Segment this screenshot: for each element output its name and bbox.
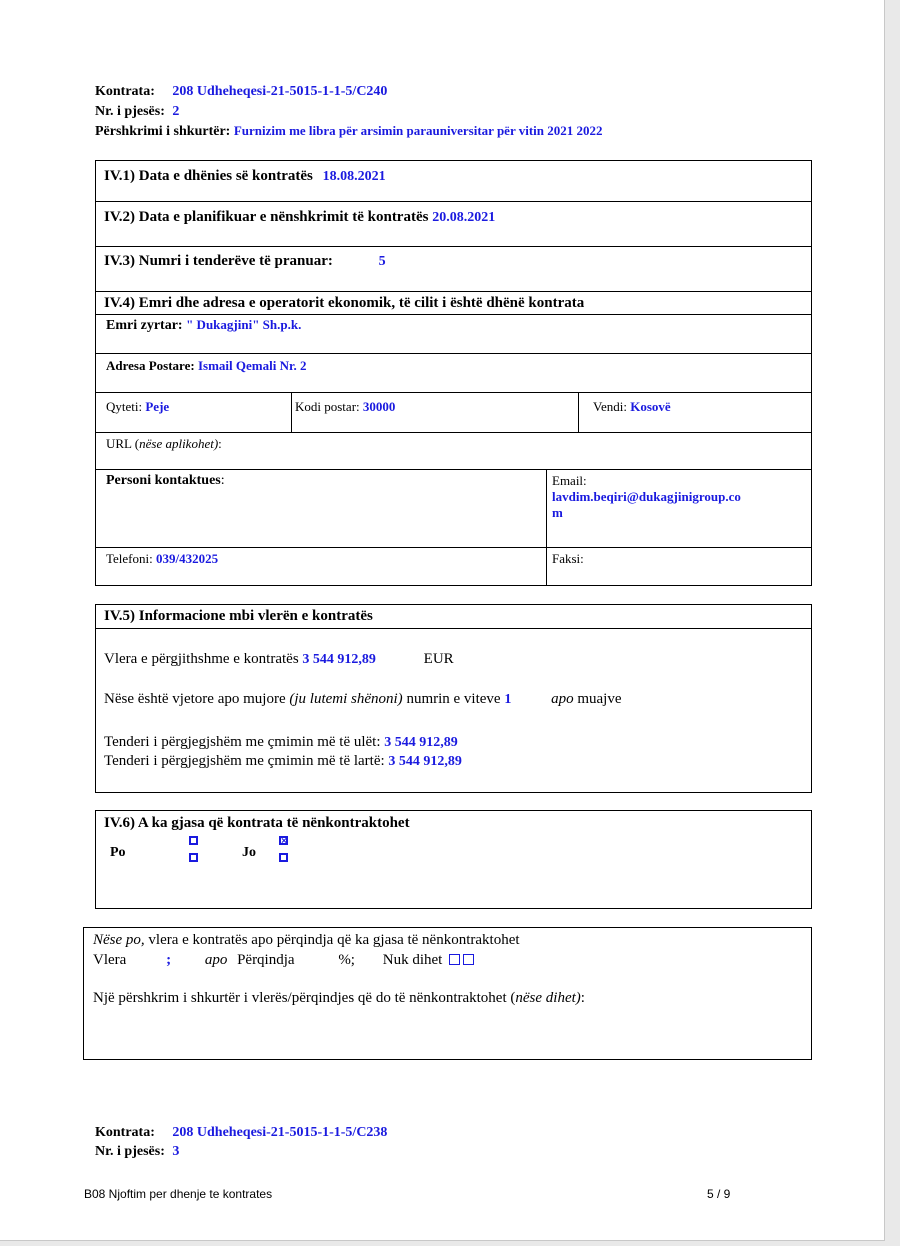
phone-value: 039/432025: [156, 551, 219, 566]
city-label: Qyteti:: [106, 399, 143, 414]
contact-label: Personi kontaktues: [106, 473, 221, 488]
contract-line-2: Kontrata: 208 Udheheqesi-21-5015-1-1-5/C238: [95, 1125, 388, 1140]
tender-count: 5: [378, 254, 386, 269]
address-label: Adresa Postare: [106, 358, 191, 373]
fax-label: Faksi:: [552, 551, 584, 566]
contract-value: 208 Udheheqesi-21-5015-1-1-5/C240: [172, 84, 388, 99]
unknown-checkbox-2[interactable]: [463, 954, 474, 965]
short-desc-label: Përshkrimi i shkurtër:: [95, 124, 231, 139]
currency: EUR: [423, 651, 454, 667]
no-checkbox-checked[interactable]: [279, 836, 288, 845]
total-value: 3 544 912,89: [302, 652, 376, 667]
email-value-line1: lavdim.beqiri@dukagjinigroup.co: [552, 489, 741, 504]
part-line: Nr. i pjesës: 2: [95, 104, 180, 119]
page-number: 5 / 9: [707, 1187, 731, 1201]
yes-label: Po: [110, 845, 126, 860]
iv1-label: IV.1) Data e dhënies së kontratës: [104, 168, 313, 184]
country-label: Vendi:: [593, 399, 627, 414]
award-date: 18.08.2021: [322, 169, 386, 184]
iv4-title: IV.4) Emri dhe adresa e operatorit ekonomik, të cilit i është dhënë kontrata: [104, 295, 585, 311]
total-value-label: Vlera e përgjithshme e kontratës: [104, 651, 299, 667]
iv5-title: IV.5) Informacione mbi vlerën e kontratës: [104, 608, 373, 624]
short-desc-line: [95, 123, 603, 140]
section-iv6: [95, 810, 812, 909]
section-iv4: IV.4) Emri dhe adresa e operatorit ekonomik, të cilit i është dhënë kontrata Emri zyrtar: " Dukagjini" Sh.p.k. Adresa Postare: Ismail Qemali Nr. 2 Qyteti: Peje Kodi postar: 30000 Vendi: Kosovë URL (nëse aplikohet): Personi kontaktues: Email: lavdim.beqiri@dukagjinigroup.co m Telefoni: 039/432025 Faksi:: [95, 291, 812, 586]
years-value: 1: [504, 692, 512, 707]
postal-label: Kodi postar:: [295, 399, 360, 414]
yes-checkbox-top[interactable]: [189, 836, 198, 845]
section-iv5: IV.5) Informacione mbi vlerën e kontratës Vlera e përgjithshme e kontratës 3 544 912,89 EUR Nëse është vjetore apo mujore (ju lutemi shënoni) numrin e viteve 1 apo muajve Tenderi i përgjegjshëm me çmimin më të ulët: 3 544 912,89 Tenderi i përgjegjshëm me çmimin më të lartë: 3 544 912,89: [95, 604, 812, 793]
contract-value-2: 208 Udheheqesi-21-5015-1-1-5/C238: [172, 1125, 388, 1140]
iv6-title: IV.6) A ka gjasa që kontrata të nënkontraktohet: [104, 815, 410, 831]
no-checkbox[interactable]: [279, 853, 288, 862]
part-label: Nr. i pjesës: [95, 104, 161, 119]
contract-line: [95, 84, 387, 100]
email-value-line2: m: [552, 505, 563, 520]
part-line-2: Nr. i pjesës: 3: [95, 1144, 180, 1159]
lowest-price: 3 544 912,89: [384, 735, 458, 750]
iv3-label: IV.3) Numri i tenderëve të pranuar:: [104, 253, 333, 269]
sub-value-label: Vlera: [93, 952, 127, 968]
phone-label: Telefoni:: [106, 551, 153, 566]
contract-label: Kontrata:: [95, 84, 155, 99]
footer-doc-label: B08 Njoftim per dhenje te kontrates: [84, 1187, 273, 1201]
part-value-2: 3: [172, 1144, 180, 1159]
country-value: Kosovë: [630, 399, 671, 414]
official-name-label: Emri zyrtar: [106, 318, 178, 333]
section-iv1: [95, 160, 812, 202]
section-iv2: [95, 201, 812, 247]
unknown-checkbox-1[interactable]: [449, 954, 460, 965]
url-line: URL (nëse aplikohet):: [106, 436, 222, 451]
subcontract-box: Nëse po, vlera e kontratës apo përqindja që ka gjasa të nënkontraktohet Vlera ; apo Përqindja %; Nuk dihet Një përshkrim i shkurtër i vlerës/përqindjes që do të nënkontraktohet (nëse dihet):: [83, 927, 812, 1060]
city-value: Peje: [145, 399, 170, 414]
address-value: Ismail Qemali Nr. 2: [197, 358, 307, 373]
part-value: 2: [172, 104, 180, 119]
signing-date: 20.08.2021: [432, 210, 496, 225]
short-desc-value: Furnizim me libra për arsimin parauniversitar për vitin 2021 2022: [233, 123, 603, 138]
email-label: Email:: [552, 473, 587, 488]
highest-price: 3 544 912,89: [388, 754, 462, 769]
postal-value: 30000: [362, 399, 396, 414]
section-iv3: [95, 246, 812, 292]
official-name-value: " Dukagjini" Sh.p.k.: [186, 317, 302, 332]
yes-checkbox[interactable]: [189, 853, 198, 862]
no-label: Jo: [242, 845, 256, 860]
url-label: URL (: [106, 436, 140, 451]
iv2-label: IV.2) Data e planifikuar e nënshkrimit të kontratës: [104, 209, 429, 225]
